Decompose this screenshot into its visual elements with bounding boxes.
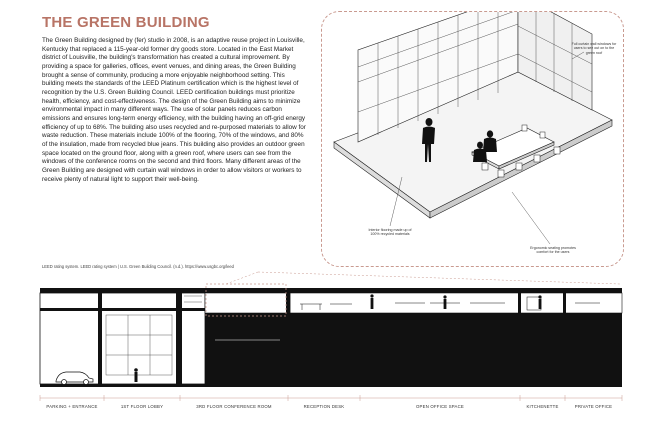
footnote: LEED rating system. LEED rating system | U.S. Green Building Council. (n.d.). https://www.usgbc.org/leed [42, 264, 234, 269]
page-title: THE GREEN BUILDING [42, 14, 210, 31]
isometric-drawing-frame [321, 11, 624, 267]
callout-seating: Ergonomic seating promotes comfort for the users [530, 246, 576, 255]
label-lobby: 1ST FLOOR LOBBY [120, 404, 164, 409]
label-open-office: OPEN OFFICE SPACE [416, 404, 464, 409]
body-text: The Green Building designed by (fer) studio in 2008, is an adaptive reuse project in Louisville, Kentucky that replaced a 115-year-old former dry goods store. Located in the East Market district of Louisville, the building's transformation has created a cultural improvement. By providing a space for galleries, offices, event venues, and dining areas, the Green Building brought a sense of community, producing a more enjoyable neighborhood setting. This building meets the standards of the LEED Platinum certification which is the highest level of recognition by the U.S. Green Building Council. LEED certification buildings must prioritize health, efficiency, and cost-effectiveness. The design of the Green Building aims to minimize environmental impact in many different ways. The use of solar panels reduces carbon emissions and ensures long-term energy efficiency, with the building having an off-grid energy efficiency of up to 68%. The building also uses recycled and re-purposed materials to allow for waste reduction. These materials include 100% of the flooring, 70% of the windows, and 80% of the insulation, made from recycled blue jeans. This building also provides an outdoor green space located on the ground floor, along with a green roof, where users can see from the windows of the conference rooms on the second and third floors. Many different areas of the Green Building are designed with curtain wall windows in order to allow visitors or workers to receive plenty of natural light to support their well-being. [42, 37, 306, 183]
label-private-office: PRIVATE OFFICE [574, 404, 613, 409]
building-section [0, 270, 662, 430]
callout-windows: Full curtain wall windows for users to see out on to the green roof [571, 42, 617, 55]
label-kitchenette: KITCHENETTE [526, 404, 559, 409]
label-reception-desk: RECEPTION DESK [303, 404, 345, 409]
body-paragraph [42, 37, 306, 184]
callout-flooring: Interior flooring made up of 100% recycled materials [368, 228, 412, 237]
label-parking-entrance: PARKING + ENTRANCE [46, 404, 98, 409]
label-conference-room: 3RD FLOOR CONFERENCE ROOM [196, 404, 272, 409]
